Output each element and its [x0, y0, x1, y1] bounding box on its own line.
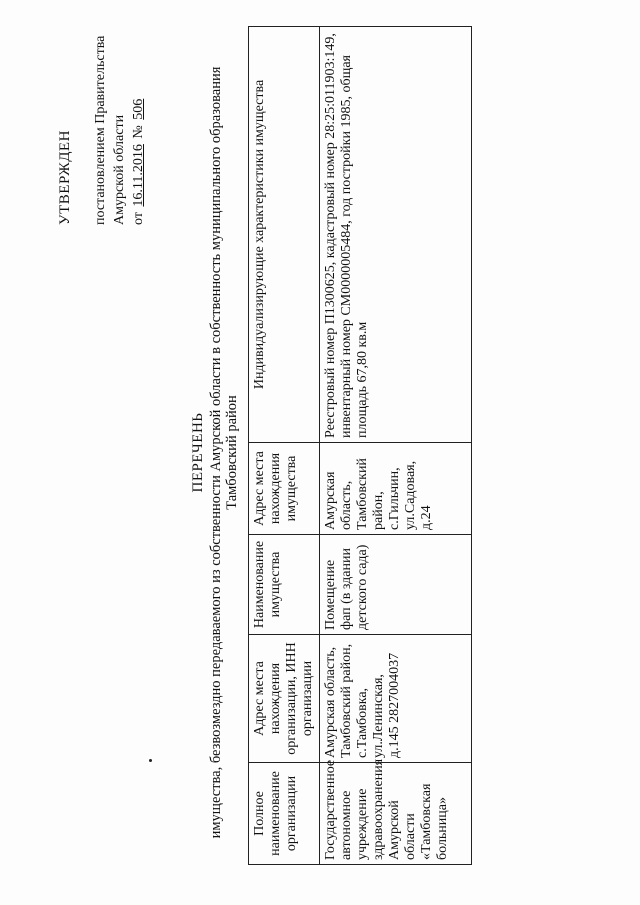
- cell-org-address: Амурская область, Тамбовский район, с.Тамбовка, ул.Ленинская, д.145 2827004037: [320, 635, 472, 763]
- header-org-address: Адрес места нахождения организации, ИНН организации: [249, 635, 320, 763]
- header-property-name: Наименование имущества: [249, 535, 320, 635]
- header-org-name: Полное наименование организации: [249, 763, 320, 865]
- header-characteristics: Индивидуализирующие характеристики имущества: [249, 27, 320, 443]
- approval-line-1: постановлением Правительства: [93, 35, 108, 225]
- approval-stamp: [56, 25, 148, 225]
- approval-number: 506: [131, 98, 146, 120]
- document-title: ПЕРЕЧЕНЬ: [190, 412, 206, 493]
- approval-line-2: Амурской области: [112, 114, 127, 225]
- cell-property-name: Помещение фап (в здании детского сада): [320, 535, 472, 635]
- approval-from-label: от: [131, 212, 146, 225]
- scan-speck: [149, 759, 152, 762]
- table-row: [320, 27, 472, 865]
- document-subtitle-line-2: Тамбовский район: [224, 395, 240, 510]
- header-property-address: Адрес места нахождения имущества: [249, 443, 320, 535]
- approval-number-label: №: [131, 125, 146, 139]
- document-heading: [190, 0, 240, 905]
- cell-org-name: Государственное автономное учреждение здравоохранения Амурской области «Тамбовская больница»: [320, 763, 472, 865]
- cell-property-address: Амурская область, Тамбовский район, с.Гильчин, ул.Садовая, д.24: [320, 443, 472, 535]
- approval-date-row: [129, 25, 148, 225]
- approval-title: УТВЕРЖДЕН: [57, 130, 73, 225]
- document-subtitle-line-1: имущества, безвозмездно передаваемого из собственности Амурской области в собственность муниципального образования: [208, 66, 224, 839]
- cell-characteristics: Реестровый номер П1300625, кадастровый номер 28:25:011903:149, инвентарный номер СМ0000005484, год постройки 1985, общая площадь 67,80 кв.м: [320, 27, 472, 443]
- table-header-row: [249, 27, 320, 865]
- approval-date: 16.11.2016: [131, 144, 146, 207]
- property-table: [248, 26, 472, 865]
